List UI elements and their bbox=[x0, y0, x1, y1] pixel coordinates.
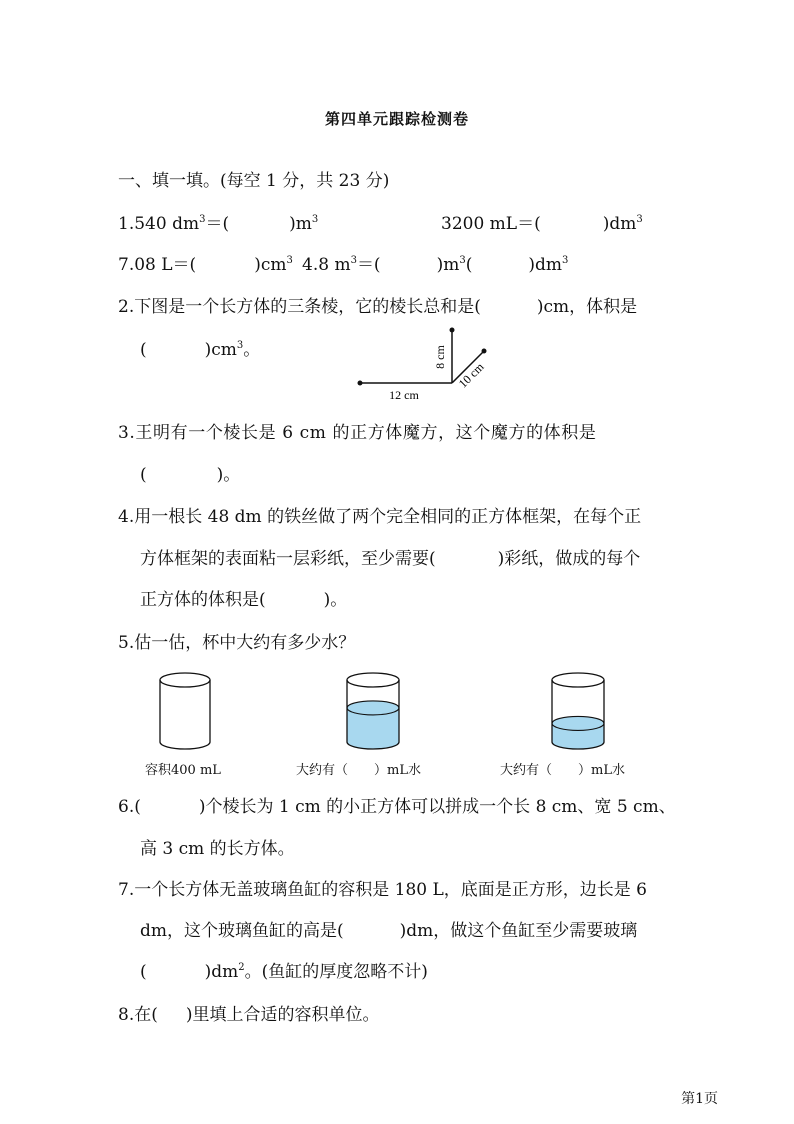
q1-b-end: )dm bbox=[602, 214, 637, 234]
q8-text: 8.在( bbox=[118, 1005, 158, 1025]
q2-text-2: )cm，体积是 bbox=[536, 297, 638, 317]
height-label: 8 cm bbox=[433, 345, 447, 369]
water-surface bbox=[347, 701, 399, 715]
cup-base bbox=[160, 742, 210, 749]
q7-note: 。(鱼缸的厚度忽略不计) bbox=[244, 962, 428, 982]
vertex-dot bbox=[482, 349, 487, 354]
cup-rim bbox=[347, 673, 399, 687]
q7-text-2: )dm，做这个鱼缸至少需要玻璃 bbox=[399, 921, 638, 941]
superscript: 3 bbox=[636, 214, 643, 225]
superscript: 3 bbox=[199, 214, 206, 225]
q6-line2: 高 3 cm 的长方体。 bbox=[140, 839, 295, 859]
q2-paren: ( bbox=[140, 340, 147, 360]
width-label: 10 cm bbox=[455, 359, 487, 391]
q8-line bbox=[118, 1004, 380, 1026]
q1-a-mid: ＝( bbox=[205, 214, 230, 234]
q7-line2 bbox=[140, 920, 637, 942]
cup3-label bbox=[500, 760, 625, 782]
q7-text: dm，这个玻璃鱼缸的高是( bbox=[140, 921, 344, 941]
cup2-label-b: ）mL水 bbox=[374, 763, 421, 778]
q8-text-2: )里填上合适的容积单位。 bbox=[185, 1005, 380, 1025]
q7-unit: )dm bbox=[204, 962, 239, 982]
q3-end: )。 bbox=[216, 465, 241, 485]
cup-rim bbox=[552, 673, 604, 687]
q1-d-mid: ＝( bbox=[356, 255, 381, 275]
superscript: 3 bbox=[459, 255, 466, 266]
superscript: 3 bbox=[311, 214, 319, 225]
q1-c-text: 7.08 L＝( bbox=[118, 255, 197, 275]
q2-end: 。 bbox=[243, 340, 261, 360]
page-title: 第四单元跟踪检测卷 bbox=[324, 110, 469, 128]
q4-line1: 4.用一根长 48 dm 的铁丝做了两个完全相同的正方体框架，在每个正 bbox=[118, 507, 642, 527]
q1-a-end: )m bbox=[289, 214, 312, 234]
q1-d-end2: )dm bbox=[528, 255, 562, 275]
cup3-label-a: 大约有（ bbox=[500, 763, 553, 778]
q1-c-end: )cm bbox=[254, 255, 287, 275]
cup1-label: 容积400 mL bbox=[145, 763, 221, 778]
q1-b-text: 3200 mL＝( bbox=[441, 214, 541, 234]
q6-line1 bbox=[118, 796, 676, 818]
q1-d-paren: ( bbox=[465, 255, 473, 275]
q4-end: )。 bbox=[323, 590, 348, 610]
page-number: 第1页 bbox=[681, 1091, 718, 1107]
q6-paren: 6.( bbox=[118, 797, 141, 817]
water-surface bbox=[552, 716, 604, 730]
cup-3 bbox=[552, 673, 604, 749]
cup2-label bbox=[296, 760, 421, 782]
q4-text-2: )彩纸，做成的每个 bbox=[497, 549, 641, 569]
superscript: 2 bbox=[238, 962, 245, 973]
vertex-dot bbox=[450, 328, 455, 333]
q5-line: 5.估一估，杯中大约有多少水？ bbox=[118, 633, 356, 653]
superscript: 3 bbox=[236, 340, 244, 351]
superscript: 3 bbox=[562, 255, 569, 266]
section-heading: 一、填一填。(每空 1 分，共 23 分) bbox=[118, 171, 390, 191]
cuboid-edges-diagram bbox=[358, 328, 488, 403]
q6-text: )个棱长为 1 cm 的小正方体可以拼成一个长 8 cm、宽 5 cm、 bbox=[198, 797, 676, 817]
q1-a-text: 1.540 dm bbox=[118, 214, 200, 234]
superscript: 3 bbox=[286, 255, 293, 266]
q3-paren: ( bbox=[140, 465, 147, 485]
q7-line3 bbox=[140, 961, 428, 983]
q7-paren: ( bbox=[140, 962, 147, 982]
superscript: 3 bbox=[350, 255, 357, 266]
q4-line2 bbox=[140, 548, 640, 570]
q1-d-end1: )m bbox=[436, 255, 460, 275]
q4-line3 bbox=[140, 589, 347, 611]
q1-d-text: 4.8 m bbox=[302, 255, 351, 275]
q2-unit: )cm bbox=[204, 340, 237, 360]
q2-text: 2.下图是一个长方体的三条棱，它的棱长总和是( bbox=[118, 297, 481, 317]
q4-text-3: 正方体的体积是( bbox=[140, 590, 266, 610]
q4-text: 方体框架的表面粘一层彩纸，至少需要( bbox=[140, 549, 436, 569]
length-label: 12 cm bbox=[389, 388, 419, 402]
cup3-label-b: ）mL水 bbox=[578, 763, 625, 778]
q7-line1: 7.一个长方体无盖玻璃鱼缸的容积是 180 L，底面是正方形，边长是 6 bbox=[118, 880, 647, 900]
q3-line2 bbox=[140, 464, 240, 486]
cup-2 bbox=[347, 673, 399, 749]
cup2-label-a: 大约有（ bbox=[296, 763, 349, 778]
vertex-dot bbox=[358, 381, 363, 386]
cup-rim bbox=[160, 673, 210, 687]
cup-1 bbox=[160, 673, 210, 749]
q3-line1: 3.王明有一个棱长是 6 cm 的正方体魔方，这个魔方的体积是 bbox=[118, 423, 597, 443]
